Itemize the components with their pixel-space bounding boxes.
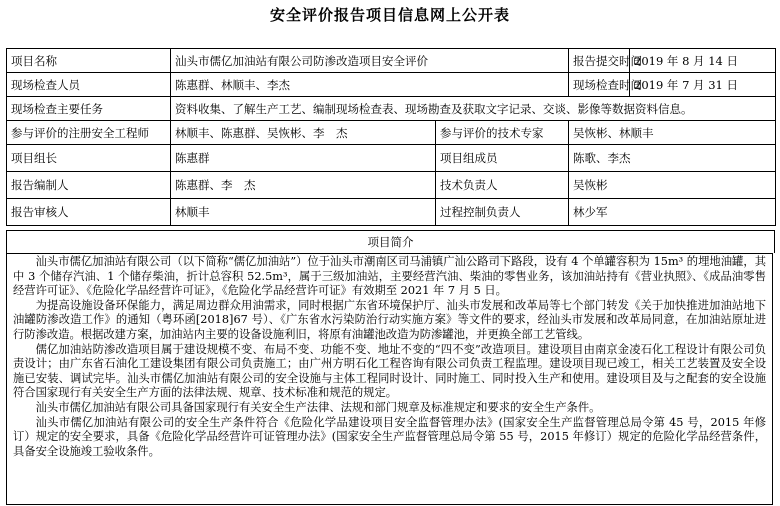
members-value: 陈歌、李杰: [569, 145, 776, 172]
summary-body: [6, 253, 773, 505]
table-row: [7, 49, 776, 73]
project-name-value: 汕头市儒亿加油站有限公司防渗改造项目安全评价: [171, 49, 569, 73]
process-lead-value: 林少军: [569, 199, 776, 226]
tasks-label: 现场检查主要任务: [7, 97, 171, 121]
summary-paragraph: 汕头市儒亿加油站有限公司（以下简称“儒亿加油站”）位于汕头市潮南区司马浦镇广汕公路司下路段，设有 4 个单罐容积为 15m³ 的埋地油罐，其中 3 个储存汽油、1 个储存柴油，折计总容积 52.5m³，属于三级加油站，主要经营汽油、柴油的零售业务，该加油站持有《营业执照》、《成品油零售经营许可证》、《危险化学品经营许可证》，《危险化学品经营许可证》有效期至 2021 年 7 月 5 日。: [13, 255, 766, 298]
project-name-label: 项目名称: [7, 49, 171, 73]
summary-paragraph: 儒亿加油站防渗改造项目属于建设规模不变、布局不变、功能不变、地址不变的“四不变”改造项目。建设项目由南京金凌石化工程设计有限公司负责设计；由广东省石油化工建设集团有限公司负责施工；由广州方明石化工程咨询有限公司负责工程监理。建设项目现已竣工，相关工艺装置及安全设施已安装、调试完毕。汕头市儒亿加油站有限公司的安全设施与主体工程同时设计、同时施工、同时投入生产和使用。建设项目及与之配套的安全设施符合国家现行有关安全生产方面的法律法规、规章、技术标准和规范的规定。: [13, 342, 766, 400]
inspection-date-value: 2019 年 7 月 31 日: [630, 73, 776, 97]
info-table: [6, 48, 776, 226]
engineers-label: 参与评价的注册安全工程师: [7, 121, 171, 145]
table-row: [7, 73, 776, 97]
leader-value: 陈惠群: [171, 145, 436, 172]
experts-value: 吴恢彬、林顺丰: [569, 121, 776, 145]
inspection-date-label: 现场检查时间: [569, 73, 630, 97]
table-row: [7, 199, 776, 226]
reviewer-label: 报告审核人: [7, 199, 171, 226]
writers-value: 陈惠群、李 杰: [171, 172, 436, 199]
inspectors-value: 陈惠群、林顺丰、李杰: [171, 73, 569, 97]
writers-label: 报告编制人: [7, 172, 171, 199]
report-date-value: 2019 年 8 月 14 日: [630, 49, 776, 73]
reviewer-value: 林顺丰: [171, 199, 436, 226]
leader-label: 项目组长: [7, 145, 171, 172]
table-row: [7, 121, 776, 145]
table-row: [7, 97, 776, 121]
tech-lead-value: 吴恢彬: [569, 172, 776, 199]
tech-lead-label: 技术负责人: [436, 172, 569, 199]
summary-title: 项目简介: [6, 230, 775, 253]
summary-paragraph: 为提高设施设备环保能力，满足周边群众用油需求，同时根据广东省环境保护厅、汕头市发展和改革局等七个部门转发《关于加快推进加油站地下油罐防渗改造工作》的通知（粤环函[2018]67 号）、《广东省水污染防治行动实施方案》等文件的要求，经汕头市发展和改革局同意，在加油站原址进行防渗改造。根据改建方案，加油站内主要的设备设施利旧，将原有油罐池改造为防渗罐池，并更换全部工艺管线。: [13, 298, 766, 341]
tasks-value: 资料收集、了解生产工艺、编制现场检查表、现场勘查及获取文字记录、交谈、影像等数据资料信息。: [171, 97, 776, 121]
table-row: [7, 172, 776, 199]
table-row: [7, 145, 776, 172]
engineers-value: 林顺丰、陈惠群、吴恢彬、李 杰: [171, 121, 436, 145]
summary-paragraph: 汕头市儒亿加油站有限公司具备国家现行有关安全生产法律、法规和部门规章及标准规定和要求的安全生产条件。: [35, 400, 601, 414]
page-title: 安全评价报告项目信息网上公开表: [269, 6, 510, 24]
inspectors-label: 现场检查人员: [7, 73, 171, 97]
summary-paragraph: 汕头市儒亿加油站有限公司的安全生产条件符合《危险化学品建设项目安全监督管理办法》(国家安全生产监督管理总局令第 45 号，2015 年修订）规定的安全要求，具备《危险化学品经营许可证管理办法》(国家安全生产监督管理总局令第 55 号，2015 年修订）规定的危险化学品经营条件，具备安全设施竣工验收条件。: [13, 415, 766, 458]
report-date-label: 报告提交时间: [569, 49, 630, 73]
experts-label: 参与评价的技术专家: [436, 121, 569, 145]
members-label: 项目组成员: [436, 145, 569, 172]
process-lead-label: 过程控制负责人: [436, 199, 569, 226]
